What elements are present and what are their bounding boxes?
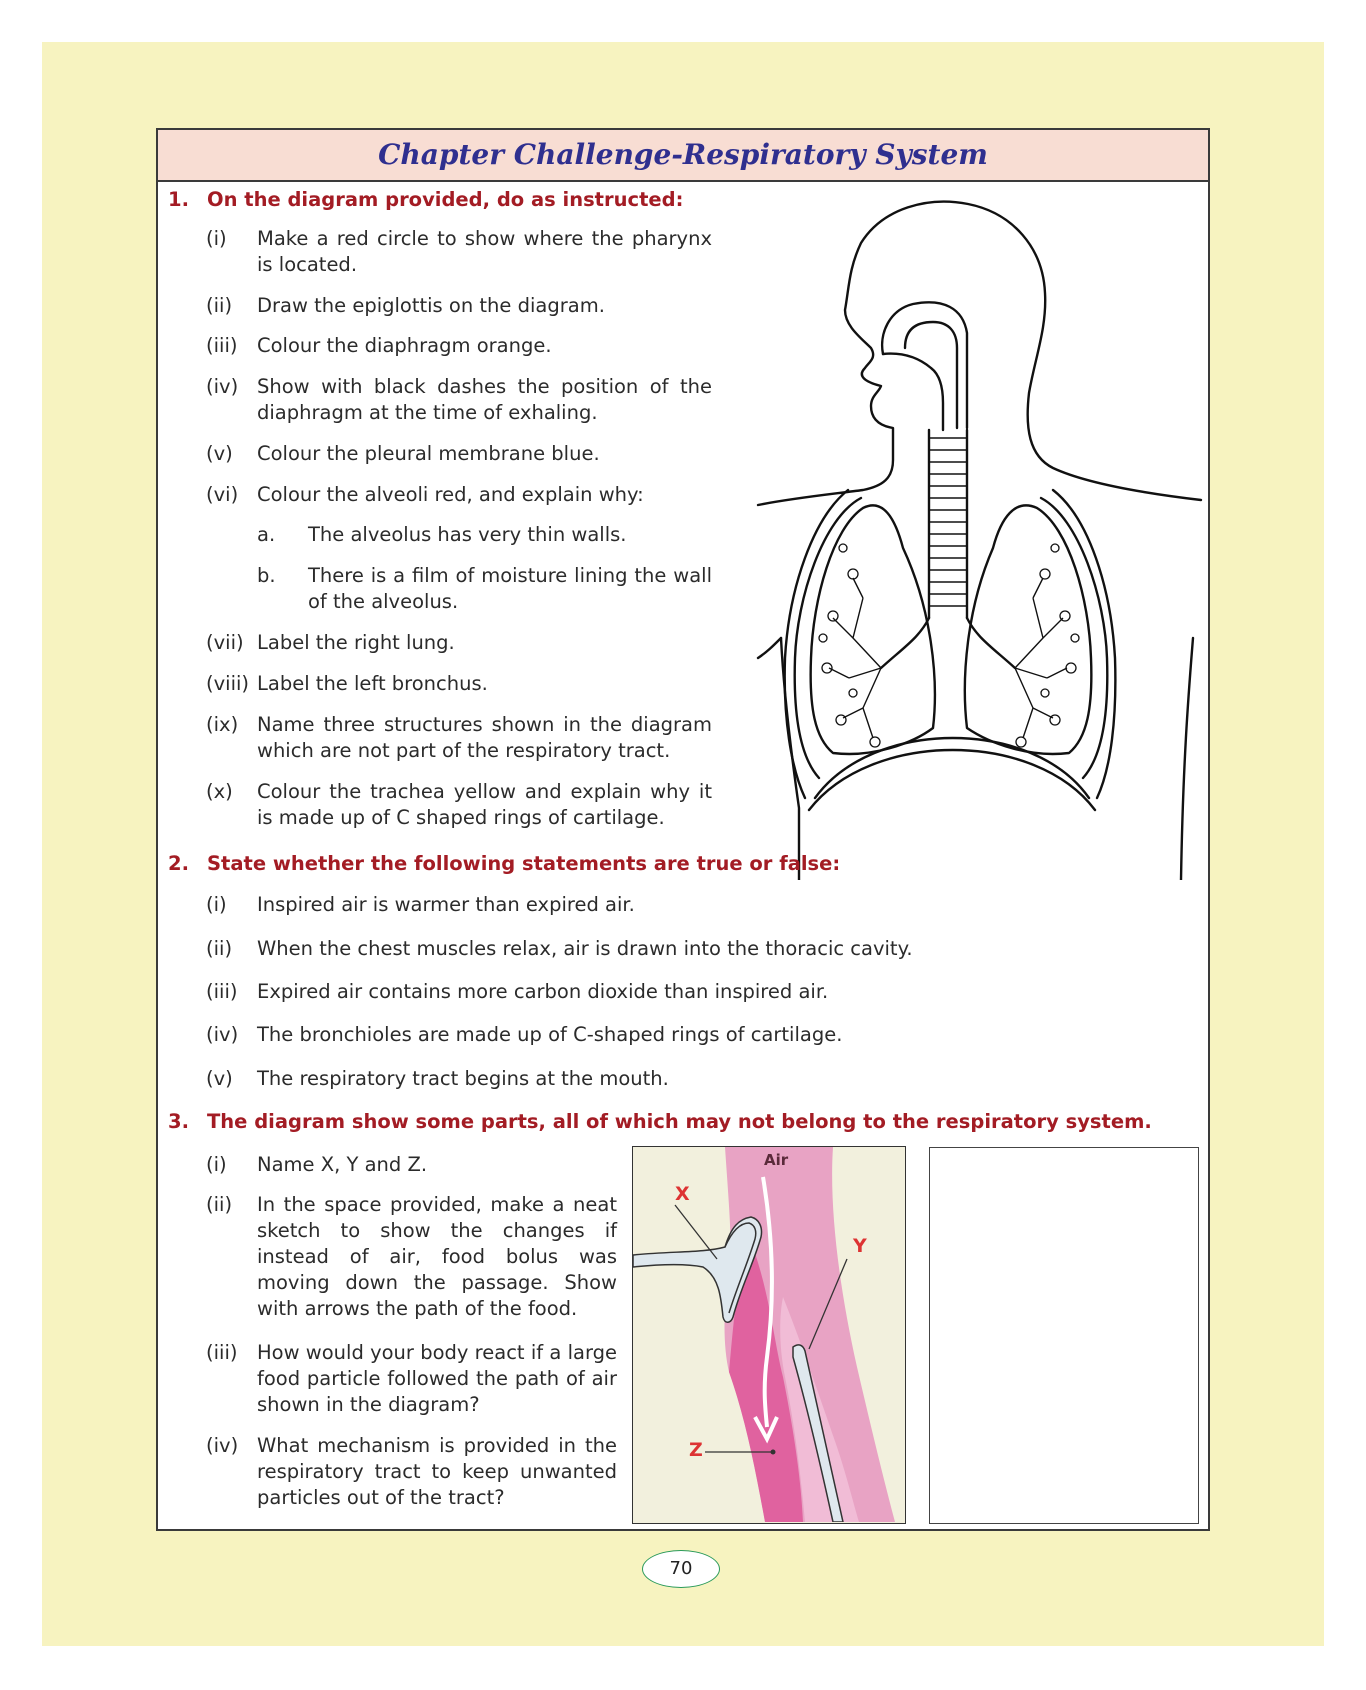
q1-vi-a-letter: a. — [257, 523, 276, 546]
sketch-space-box[interactable] — [929, 1147, 1199, 1524]
q3-ii-text: In the space provided, make a neat sketch to show the changes if instead of air, food bolus was moving down the passage. Show with arrows the path of the food. — [257, 1193, 617, 1320]
q1-ii-roman: (ii) — [206, 294, 233, 317]
q1-vi-a-text: The alveolus has very thin walls. — [308, 523, 627, 546]
q2-iii-roman: (iii) — [206, 980, 238, 1003]
q3-number: 3. — [168, 1110, 189, 1133]
q2-i-roman: (i) — [206, 893, 227, 916]
q1-vii-text: Label the right lung. — [257, 631, 455, 654]
q2-iv-roman: (iv) — [206, 1023, 239, 1046]
q3-iv-text: What mechanism is provided in the respiratory tract to keep unwanted particles out of the tract? — [257, 1434, 617, 1509]
page-number: 70 — [642, 1550, 720, 1588]
q1-viii-roman: (viii) — [206, 672, 250, 695]
q1-ii-text: Draw the epiglottis on the diagram. — [257, 294, 605, 317]
q2-ii-roman: (ii) — [206, 937, 233, 960]
q2-ii-text: When the chest muscles relax, air is drawn into the thoracic cavity. — [257, 937, 913, 960]
q3-heading: The diagram show some parts, all of which may not belong to the respiratory system. — [207, 1110, 1152, 1133]
q2-number: 2. — [168, 852, 189, 875]
q1-vi-text: Colour the alveoli red, and explain why: — [257, 483, 644, 506]
q3-iii-text: How would your body react if a large food particle followed the path of air shown in the diagram? — [257, 1341, 617, 1416]
q1-iii-roman: (iii) — [206, 334, 238, 357]
passage-diagram — [632, 1146, 906, 1524]
q1-v-roman: (v) — [206, 442, 233, 465]
q1-vii-roman: (vii) — [206, 631, 244, 654]
q1-i-roman: (i) — [206, 227, 227, 250]
q1-number: 1. — [168, 188, 189, 211]
q1-ix-roman: (ix) — [206, 713, 239, 736]
q3-iv-roman: (iv) — [206, 1434, 239, 1457]
q3-i-text: Name X, Y and Z. — [257, 1153, 428, 1176]
respiratory-system-diagram — [753, 198, 1203, 880]
q3-iii-roman: (iii) — [206, 1341, 238, 1364]
q2-iv-text: The bronchioles are made up of C-shaped rings of cartilage. — [257, 1023, 843, 1046]
passage-drawing — [633, 1147, 904, 1522]
y-label: Y — [853, 1235, 867, 1257]
q1-vi-b-letter: b. — [257, 564, 276, 587]
q1-iv-roman: (iv) — [206, 375, 239, 398]
q2-v-text: The respiratory tract begins at the mouth. — [257, 1067, 669, 1090]
q1-x-roman: (x) — [206, 780, 233, 803]
q1-ix-text: Name three structures shown in the diagram which are not part of the respiratory tract. — [257, 713, 712, 762]
q1-vi-roman: (vi) — [206, 483, 239, 506]
q1-x-text: Colour the trachea yellow and explain why it is made up of C shaped rings of cartilage. — [257, 780, 712, 829]
q1-v-text: Colour the pleural membrane blue. — [257, 442, 600, 465]
x-label: X — [675, 1183, 690, 1205]
page-title: Chapter Challenge-Respiratory System — [378, 138, 988, 171]
z-label: Z — [689, 1439, 703, 1461]
q1-iv-text: Show with black dashes the position of the diaphragm at the time of exhaling. — [257, 375, 712, 424]
q1-iii-text: Colour the diaphragm orange. — [257, 334, 552, 357]
q1-heading: On the diagram provided, do as instructed: — [207, 188, 684, 211]
q3-ii-roman: (ii) — [206, 1193, 233, 1216]
title-bar — [158, 130, 1208, 182]
q1-i-text: Make a red circle to show where the pharynx is located. — [257, 227, 712, 276]
q2-iii-text: Expired air contains more carbon dioxide than inspired air. — [257, 980, 829, 1003]
q2-v-roman: (v) — [206, 1067, 233, 1090]
air-label: Air — [764, 1151, 789, 1169]
q1-vi-b-text: There is a film of moisture lining the wall of the alveolus. — [308, 564, 712, 613]
q3-i-roman: (i) — [206, 1153, 227, 1176]
q2-i-text: Inspired air is warmer than expired air. — [257, 893, 635, 916]
q2-heading: State whether the following statements are true or false: — [207, 852, 841, 875]
q1-viii-text: Label the left bronchus. — [257, 672, 488, 695]
